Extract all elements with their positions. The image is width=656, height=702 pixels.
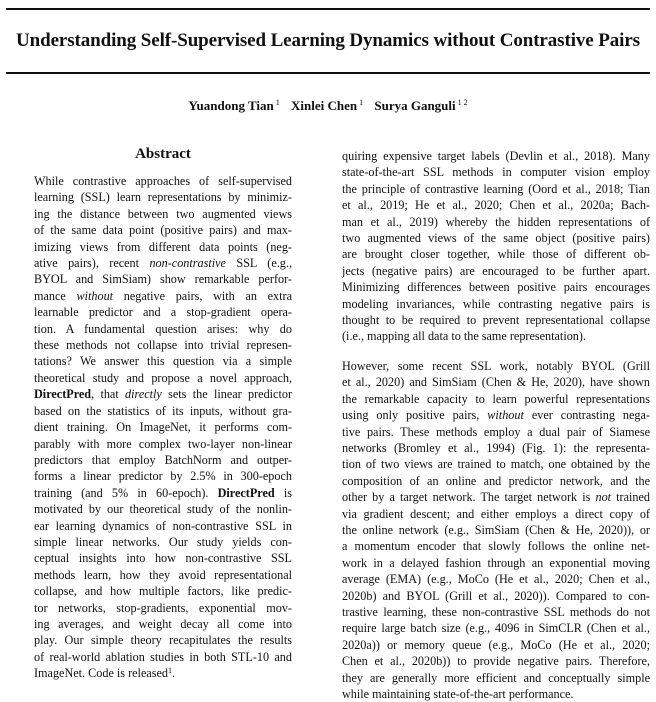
abstract-line: ing the distance between two augmented views: [34, 206, 292, 221]
intro-line: et al., 2020) and SimSiam (Chen & He, 2020), have shown: [342, 375, 650, 390]
intro-line: Chen et al., 2020b)) to provide negative pairs. Therefore,: [342, 654, 650, 669]
intro-line: the principle of contrastive learning (Oord et al., 2018; Tian: [342, 181, 650, 196]
intro-body: [342, 148, 650, 702]
intro-line: modeling invariances, while contrasting negative pairs is: [342, 296, 650, 311]
intro-line: a momentum encoder that slowly follows the online net-: [342, 539, 650, 554]
author-name: Yuandong Tian: [188, 98, 274, 113]
abstract-line: While contrastive approaches of self-supervised: [34, 174, 292, 188]
intro-line: state-of-the-art SSL methods in computer vision employ: [342, 165, 650, 180]
intro-line: (i.e., mapping all data to the same representation).: [342, 329, 586, 344]
intro-line: they are generally more efficient and conceptually simple: [342, 670, 650, 685]
intro-line: composition of an online and predictor network, and the: [342, 473, 650, 488]
author-3: [374, 98, 467, 114]
abstract-line: tations? We answer this question via a simple: [34, 354, 292, 369]
intro-line: via gradient descent; and either employs a direct copy of: [342, 506, 650, 521]
abstract-line: tion. A fundamental question arises: why do: [34, 321, 292, 336]
abstract-line: of the same data point (positive pairs) and max-: [34, 223, 292, 238]
abstract-line: training (and 5% in 60-epoch). DirectPred is: [34, 485, 292, 500]
intro-line: thought to be required to prevent representational collapse: [342, 313, 650, 328]
abstract-line: collapse, and how multiple factors, like predic-: [34, 584, 292, 599]
intro-line: 2020b) and BYOL (Grill et al., 2020)). Compared to con-: [342, 588, 650, 603]
intro-line: two augmented views of the same object (positive pairs): [342, 231, 650, 246]
intro-line: et al., 2019; He et al., 2020; Chen et al., 2020a; Bach-: [342, 198, 650, 213]
abstract-line: learning (SSL) learn representations by minimiz-: [34, 190, 292, 205]
abstract-line: imizing views from different data points (neg-: [34, 239, 292, 254]
abstract-line: motivated by our theoretical study of the nonlin-: [34, 502, 292, 517]
abstract-line: learnable predictor and a stop-gradient opera-: [34, 305, 292, 320]
author-1: [188, 98, 279, 114]
abstract-line: simple linear networks. Our study yields con-: [34, 534, 292, 549]
abstract-body: [34, 173, 292, 682]
intro-line: quiring expensive target labels (Devlin et al., 2018). Many: [342, 149, 650, 163]
intro-line: Minimizing differences between positive pairs encourages: [342, 280, 650, 295]
intro-line: are brought closer together, while those of different ob-: [342, 247, 650, 262]
abstract-line: these methods not collapse into trivial represen-: [34, 338, 292, 353]
author-2: [291, 98, 363, 114]
author-name: Surya Ganguli: [374, 98, 456, 113]
intro-line: other by a target network. The target network is not trained: [342, 490, 650, 505]
intro-line: tive pairs. These methods employ a dual pair of Siamese: [342, 424, 650, 439]
abstract-line: predictors that employ BatchNorm and outper-: [34, 452, 292, 467]
author-affiliation: 1: [359, 98, 364, 107]
abstract-line: parably with more complex two-layer non-linear: [34, 436, 292, 451]
title-rule-top: [6, 8, 650, 10]
paragraph-gap: [342, 345, 650, 358]
abstract-line: of real-world ablation studies in both STL-10 and: [34, 649, 292, 664]
abstract-line: based on the statistics of its inputs, without gra-: [34, 403, 292, 418]
abstract-heading: Abstract: [135, 146, 191, 162]
abstract-line: theoretical study and propose a novel approach,: [34, 370, 292, 385]
intro-line: networks (Bromley et al., 1994) (Fig. 1): the representa-: [342, 440, 650, 455]
abstract-line: ear learning dynamics of non-contrastive SSL in: [34, 518, 292, 533]
intro-line: work in a delayed fashion through an exponential moving: [342, 555, 650, 570]
abstract-line: BYOL and SimSiam) show remarkable perfor-: [34, 272, 292, 287]
abstract-line: tor networks, stop-gradients, exponential mov-: [34, 600, 292, 615]
abstract-line: methods learn, how they avoid representational: [34, 567, 292, 582]
intro-line: average (EMA) (e.g., MoCo (He et al., 2020; Chen et al.,: [342, 572, 650, 587]
intro-line: jects (negative pairs) are encouraged to be further apart.: [342, 263, 650, 278]
intro-paragraph-2: [342, 358, 650, 702]
intro-line: while maintaining state-of-the-art performance.: [342, 687, 574, 701]
intro-line: the remarkable capacity to learn powerful representations: [342, 391, 650, 406]
intro-line: man et al., 2019) whereby the hidden representations of: [342, 214, 650, 229]
author-affiliation: 1 2: [457, 98, 468, 107]
intro-line: tion of two views are trained to match, one obtained by the: [342, 457, 650, 472]
title-rule-bottom: [6, 72, 650, 74]
abstract-line: dient training. On ImageNet, it performs com-: [34, 420, 292, 435]
paper-title: Understanding Self-Supervised Learning Dynamics without Contrastive Pairs: [16, 30, 640, 51]
author-name: Xinlei Chen: [291, 98, 358, 113]
abstract-line: ceptual insights into how non-contrastive SSL: [34, 551, 292, 566]
intro-line: require large batch size (e.g., 4096 in SimCLR (Chen et al.,: [342, 621, 650, 636]
abstract-line: forms a linear predictor by 2.5% in 300-epoch: [34, 469, 292, 484]
intro-line: using only positive pairs, without ever contrasting nega-: [342, 408, 650, 423]
abstract-line: play. Our simple theory recapitulates the results: [34, 633, 292, 648]
intro-paragraph-1: [342, 148, 650, 345]
intro-line: However, some recent SSL work, notably BYOL (Grill: [342, 358, 650, 373]
intro-line: the online network (e.g., SimSiam (Chen & He, 2020)), or: [342, 522, 650, 537]
abstract-line: DirectPred, that directly sets the linear predictor: [34, 387, 293, 402]
author-affiliation: 1: [275, 98, 280, 107]
abstract-line: ative pairs), recent non-contrastive SSL (e.g.,: [34, 256, 292, 271]
abstract-line: ing averages, and weight decay all come into: [34, 616, 292, 631]
intro-line: 2020a)) or memory queue (e.g., MoCo (He et al., 2020;: [342, 637, 650, 652]
intro-line: trastive learning, these non-contrastive SSL methods do not: [342, 604, 650, 619]
author-list: [0, 98, 656, 114]
abstract-line: ImageNet. Code is released$^1$.: [34, 666, 176, 681]
abstract-line: mance without negative pairs, with an extra: [34, 288, 292, 303]
